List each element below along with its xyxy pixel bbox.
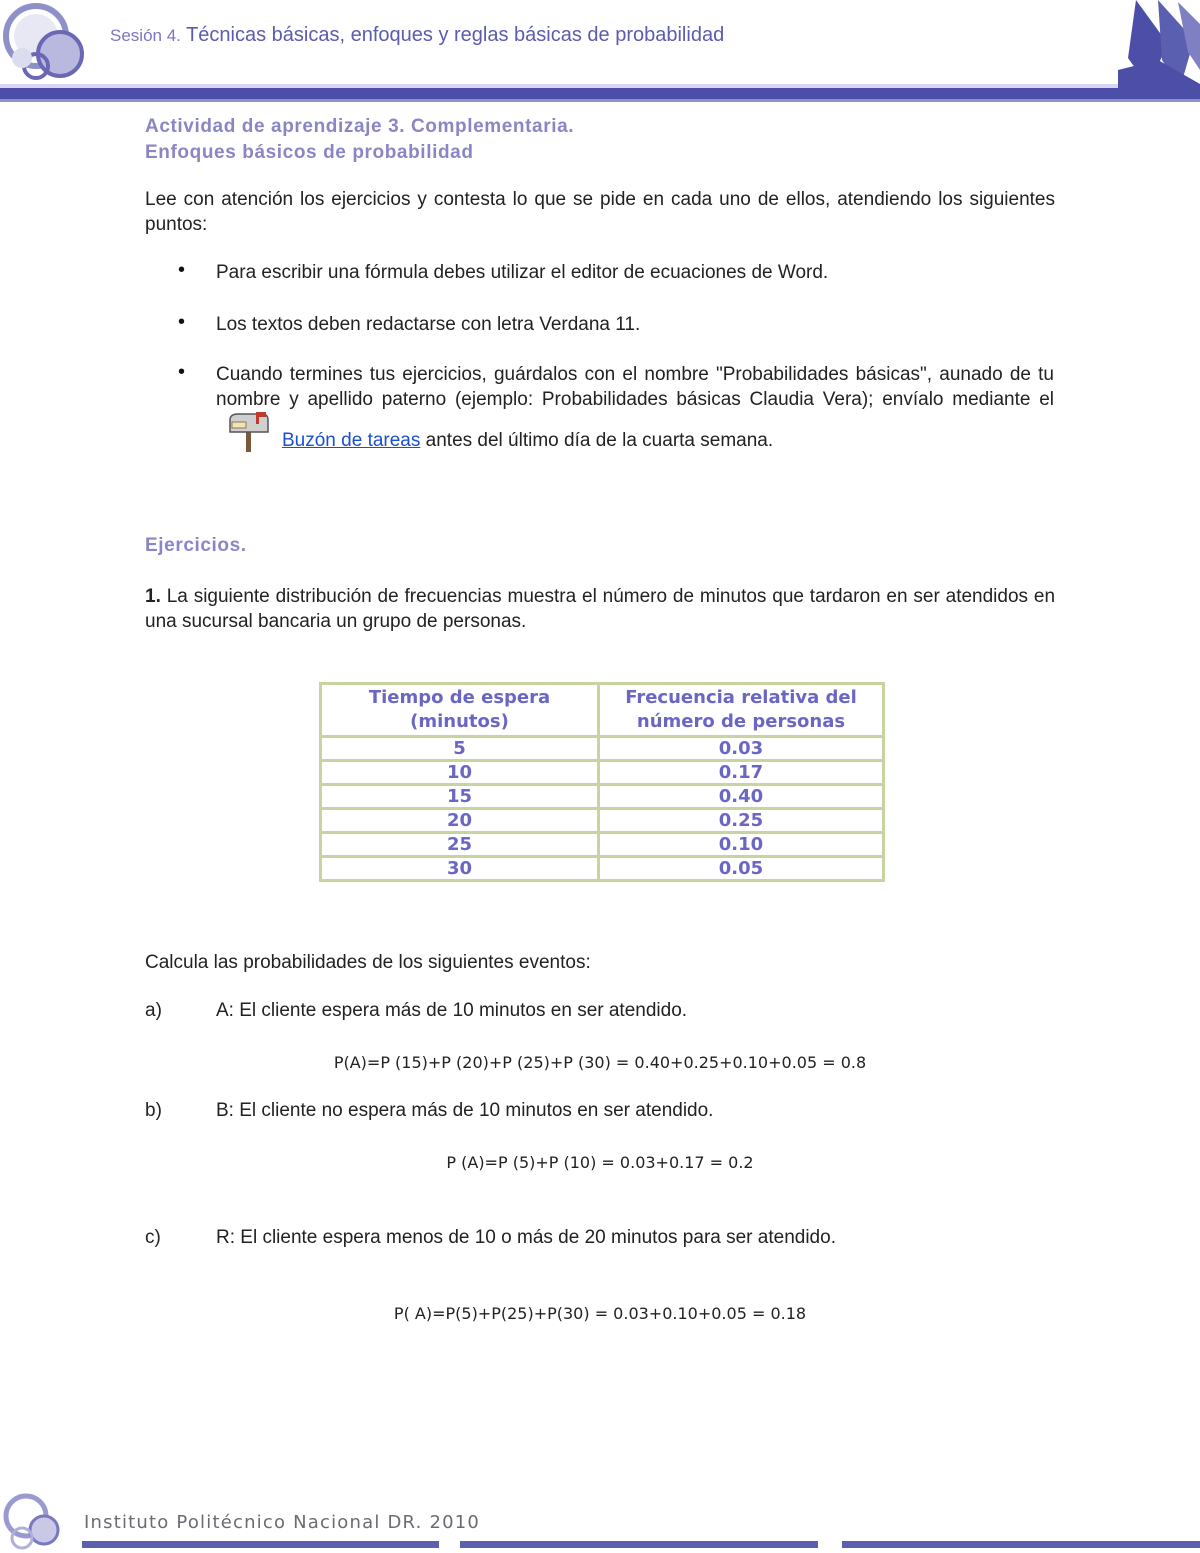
item-a-text: A: El cliente espera más de 10 minutos en ser atendido. xyxy=(216,1000,688,1021)
item-a-formula: P(A)=P (15)+P (20)+P (25)+P (30) = 0.40+0.25+0.10+0.05 = 0.8 xyxy=(333,1053,867,1072)
header-wing-icon xyxy=(1118,0,1200,92)
mailbox-icon xyxy=(226,412,272,452)
table-cell-time: 5 xyxy=(321,737,599,761)
table-row xyxy=(321,833,884,857)
table-row xyxy=(321,761,884,785)
header-bar xyxy=(0,84,1200,102)
bullet-item-2: Los textos deben redactarse con letra Verdana 11. xyxy=(216,314,641,335)
calc-intro: Calcula las probabilidades de los siguientes eventos: xyxy=(145,952,591,973)
item-c-text: R: El cliente espera menos de 10 o más de 20 minutos para ser atendido. xyxy=(216,1227,836,1248)
bullet-item-3 xyxy=(216,362,1054,453)
table-cell-time: 10 xyxy=(321,761,599,785)
activity-title xyxy=(145,114,574,166)
table-row xyxy=(321,785,884,809)
bullet-item-1: Para escribir una fórmula debes utilizar el editor de ecuaciones de Word. xyxy=(216,262,829,283)
table-header-time-line1: Tiempo de espera xyxy=(368,687,551,708)
frequency-table xyxy=(319,682,885,882)
activity-title-line2: Enfoques básicos de probabilidad xyxy=(145,142,474,163)
item-b-label: b) xyxy=(145,1100,162,1121)
table-cell-frequency: 0.40 xyxy=(599,785,884,809)
exercise-1-number: 1. xyxy=(145,586,161,607)
bullet-dot: • xyxy=(178,361,186,383)
table-header-frequency xyxy=(599,684,884,737)
item-a-label: a) xyxy=(145,1000,162,1021)
table-header-frequency-line1: Frecuencia relativa del xyxy=(625,687,857,708)
table-row xyxy=(321,809,884,833)
table-cell-frequency: 0.25 xyxy=(599,809,884,833)
exercises-title: Ejercicios. xyxy=(145,535,247,556)
table-header-frequency-line2: número de personas xyxy=(636,711,846,732)
table-cell-time: 20 xyxy=(321,809,599,833)
table-cell-frequency: 0.03 xyxy=(599,737,884,761)
table-row xyxy=(321,857,884,881)
footer-line xyxy=(842,1541,1200,1548)
header-logo-icon xyxy=(0,0,100,92)
table-row xyxy=(321,737,884,761)
bullet-dot: • xyxy=(178,311,186,333)
table-cell-frequency: 0.10 xyxy=(599,833,884,857)
bullet-item-3-text-end: antes del último día de la cuarta semana. xyxy=(425,430,774,451)
item-c-formula: P( A)=P(5)+P(25)+P(30) = 0.03+0.10+0.05 = 0.18 xyxy=(393,1304,807,1323)
footer-text: Instituto Politécnico Nacional DR. 2010 xyxy=(84,1512,481,1533)
table-cell-time: 25 xyxy=(321,833,599,857)
table-header-time-line2: (minutos) xyxy=(410,711,509,732)
bullet-item-3-text: Cuando termines tus ejercicios, guárdalos con el nombre "Probabilidades básicas", aunado de tu nombre y apellido paterno (ejemplo: Probabilidades básicas Claudia Vera); envíalo mediante el xyxy=(216,364,1054,410)
item-c-label: c) xyxy=(145,1227,161,1248)
exercise-1-paragraph xyxy=(145,584,1055,634)
item-b-text: B: El cliente no espera más de 10 minutos en ser atendido. xyxy=(216,1100,714,1121)
session-title: Técnicas básicas, enfoques y reglas básicas de probabilidad xyxy=(186,24,725,46)
intro-paragraph: Lee con atención los ejercicios y contesta lo que se pide en cada uno de ellos, atendiendo los siguientes puntos: xyxy=(145,189,1055,235)
item-b-formula: P (A)=P (5)+P (10) = 0.03+0.17 = 0.2 xyxy=(446,1153,754,1172)
footer-line xyxy=(460,1541,818,1548)
footer-line xyxy=(82,1541,439,1548)
bullet-dot: • xyxy=(178,259,186,281)
table-cell-frequency: 0.17 xyxy=(599,761,884,785)
footer-logo-icon xyxy=(0,1490,80,1553)
table-cell-time: 30 xyxy=(321,857,599,881)
header-title xyxy=(110,24,724,47)
table-cell-time: 15 xyxy=(321,785,599,809)
table-header-time xyxy=(321,684,599,737)
session-label: Sesión 4. xyxy=(110,26,181,45)
table-header-row xyxy=(321,684,884,737)
activity-title-line1: Actividad de aprendizaje 3. Complementaria. xyxy=(145,116,575,137)
exercise-1-text: La siguiente distribución de frecuencias muestra el número de minutos que tardaron en ser atendidos en una sucursal bancaria un grupo de personas. xyxy=(145,586,1056,632)
buzon-tareas-link[interactable]: Buzón de tareas xyxy=(282,430,421,451)
table-cell-frequency: 0.05 xyxy=(599,857,884,881)
